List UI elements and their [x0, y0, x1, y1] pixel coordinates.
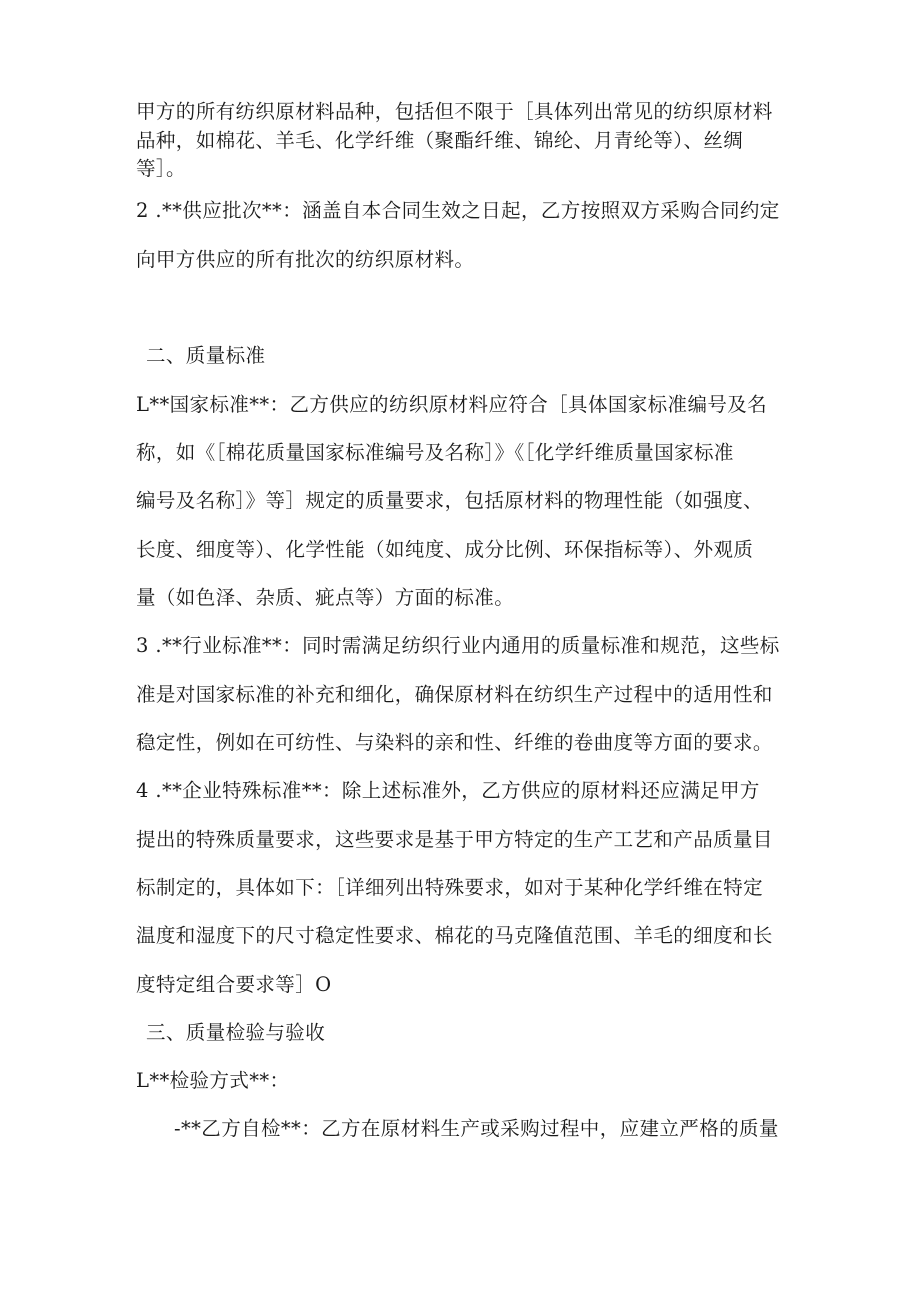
body-text-line: 标制定的，具体如下：［详细列出特殊要求，如对于某种化学纤维在特定	[136, 876, 764, 899]
section-heading-inspection-acceptance: 三、质量检验与验收	[146, 1021, 326, 1044]
list-item-inspection-method: L**检验方式**：	[136, 1069, 290, 1092]
body-text-line: 等］。	[136, 157, 186, 180]
body-text-line: 稳定性，例如在可纺性、与染料的亲和性、纤维的卷曲度等方面的要求。	[136, 731, 773, 754]
body-text-line: 准是对国家标准的补充和细化，确保原材料在纺织生产过程中的适用性和	[136, 683, 773, 706]
body-text-line: 称，如《［棉花质量国家标准编号及名称］》《［化学纤维质量国家标准	[136, 441, 734, 464]
body-text-line: 甲方的所有纺织原材料品种，包括但不限于［具体列出常见的纺织原材料	[136, 100, 773, 123]
list-item-industry-standard: 3 .**行业标准**：同时需满足纺织行业内通用的质量标准和规范，这些标	[136, 634, 780, 657]
body-text-line: 提出的特殊质量要求，这些要求是基于甲方特定的生产工艺和产品质量目	[136, 828, 773, 851]
body-text-line: 温度和湿度下的尺寸稳定性要求、棉花的马克隆值范围、羊毛的细度和长	[136, 924, 773, 947]
body-text-line: 向甲方供应的所有批次的纺织原材料。	[136, 248, 475, 271]
section-heading-quality-standards: 二、质量标准	[146, 344, 266, 367]
body-text-line: 品种，如棉花、羊毛、化学纤维（聚酯纤维、锦纶、月青纶等）、丝绸	[136, 129, 744, 152]
sub-item-self-inspection: -**乙方自检**：乙方在原材料生产或采购过程中，应建立严格的质量	[174, 1117, 779, 1140]
body-text-line: 量（如色泽、杂质、疵点等）方面的标准。	[136, 586, 515, 609]
body-text-line: 编号及名称］》等］规定的质量要求，包括原材料的物理性能（如强度、	[136, 489, 764, 512]
body-text-line: 度特定组合要求等］O	[136, 973, 332, 996]
list-item-enterprise-standard: 4 .**企业特殊标准**：除上述标准外，乙方供应的原材料还应满足甲方	[136, 779, 760, 802]
list-item-national-standard: L**国家标准**：乙方供应的纺织原材料应符合［具体国家标准编号及名	[136, 393, 768, 416]
body-text-line: 长度、细度等）、化学性能（如纯度、成分比例、环保指标等）、外观质	[136, 538, 754, 561]
list-item-supply-batch: 2 .**供应批次**：涵盖自本合同生效之日起，乙方按照双方采购合同约定	[136, 199, 780, 222]
